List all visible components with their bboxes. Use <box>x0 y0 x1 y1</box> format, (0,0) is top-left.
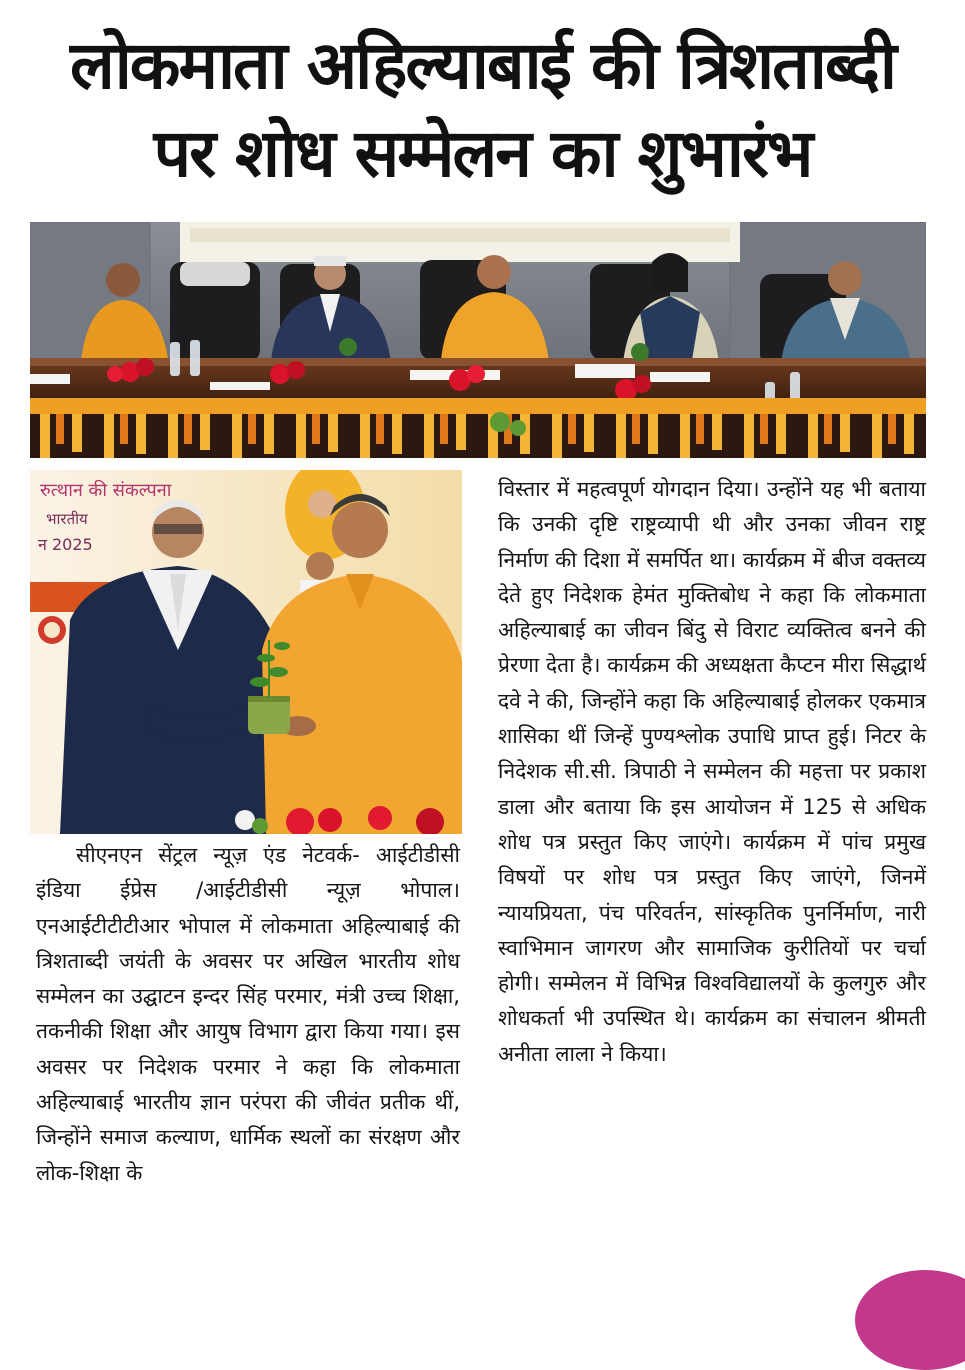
banner-text-line-2: भारतीय <box>46 510 88 528</box>
photo-plant-presentation-illustration <box>30 470 462 834</box>
photo-panel-dais-illustration <box>30 222 926 458</box>
headline <box>0 22 965 198</box>
article-right-column: विस्तार में महत्वपूर्ण योगदान दिया। उन्होंने यह भी बताया कि उनकी दृष्टि राष्ट्रव्यापी थी और उनका जीवन राष्ट्र निर्माण की दिशा में समर्पित था। कार्यक्रम में बीज वक्तव्य देते हुए निदेशक हेमंत मुक्तिबोध ने कहा कि लोकमाता अहिल्याबाई का जीवन बिंदु से विराट व्यक्तित्व बनने की प्रेरणा देता है। कार्यक्रम की अध्यक्षता कैप्टन मीरा सिद्धार्थ दवे ने की, जिन्होंने कहा कि अहिल्याबाई होलकर एकमात्र शासिका थीं जिन्हें पुण्यश्लोक उपाधि प्राप्त हुई। निटर के निदेशक सी.सी. त्रिपाठी ने सम्मेलन की महत्ता पर प्रकाश डाला और बताया कि इस आयोजन में 125 से अधिक शोध पत्र प्रस्तुत किए जाएंगे। कार्यक्रम में पांच प्रमुख विषयों पर शोध पत्र प्रस्तुत किए जाएंगे, जिनमें न्यायप्रियता, पंच परिवर्तन, सांस्कृतिक पुनर्निर्माण, नारी स्वाभिमान जागरण और सामाजिक कुरीतियों पर चर्चा होगी। सम्मेलन में विभिन्न विश्वविद्यालयों के कुलगुरु और शोधकर्ता भी उपस्थित थे। कार्यक्रम का संचालन श्रीमती अनीता लाला ने किया। <box>498 477 926 1066</box>
banner-text-year: न 2025 <box>38 535 93 554</box>
headline-line-1: लोकमाता अहिल्याबाई की त्रिशताब्दी <box>69 27 896 104</box>
banner-text-line-1: रुत्थान की संकल्पना <box>40 480 172 501</box>
photo-panel-dais <box>30 222 926 458</box>
corner-decoration <box>855 1270 965 1370</box>
photo-plant-presentation <box>30 470 462 834</box>
headline-line-2: पर शोध सम्मेलन का शुभारंभ <box>153 115 812 192</box>
article-left-column: सीएनएन सेंट्रल न्यूज़ एंड नेटवर्क- आईटीडीसी इंडिया ईप्रेस /आईटीडीसी न्यूज़ भोपाल। एनआईटीटीटीआर भोपाल में लोकमाता अहिल्याबाई की त्रिशताब्दी जयंती के अवसर पर अखिल भारतीय शोध सम्मेलन का उद्घाटन इन्दर सिंह परमार, मंत्री उच्च शिक्षा, तकनीकी शिक्षा और आयुष विभाग द्वारा किया गया। इस अवसर पर निदेशक परमार ने कहा कि लोकमाता अहिल्याबाई भारतीय ज्ञान परंपरा की जीवंत प्रतीक थीं, जिन्होंने समाज कल्याण, धार्मिक स्थलों का संरक्षण और लोक-शिक्षा के <box>36 843 460 1185</box>
